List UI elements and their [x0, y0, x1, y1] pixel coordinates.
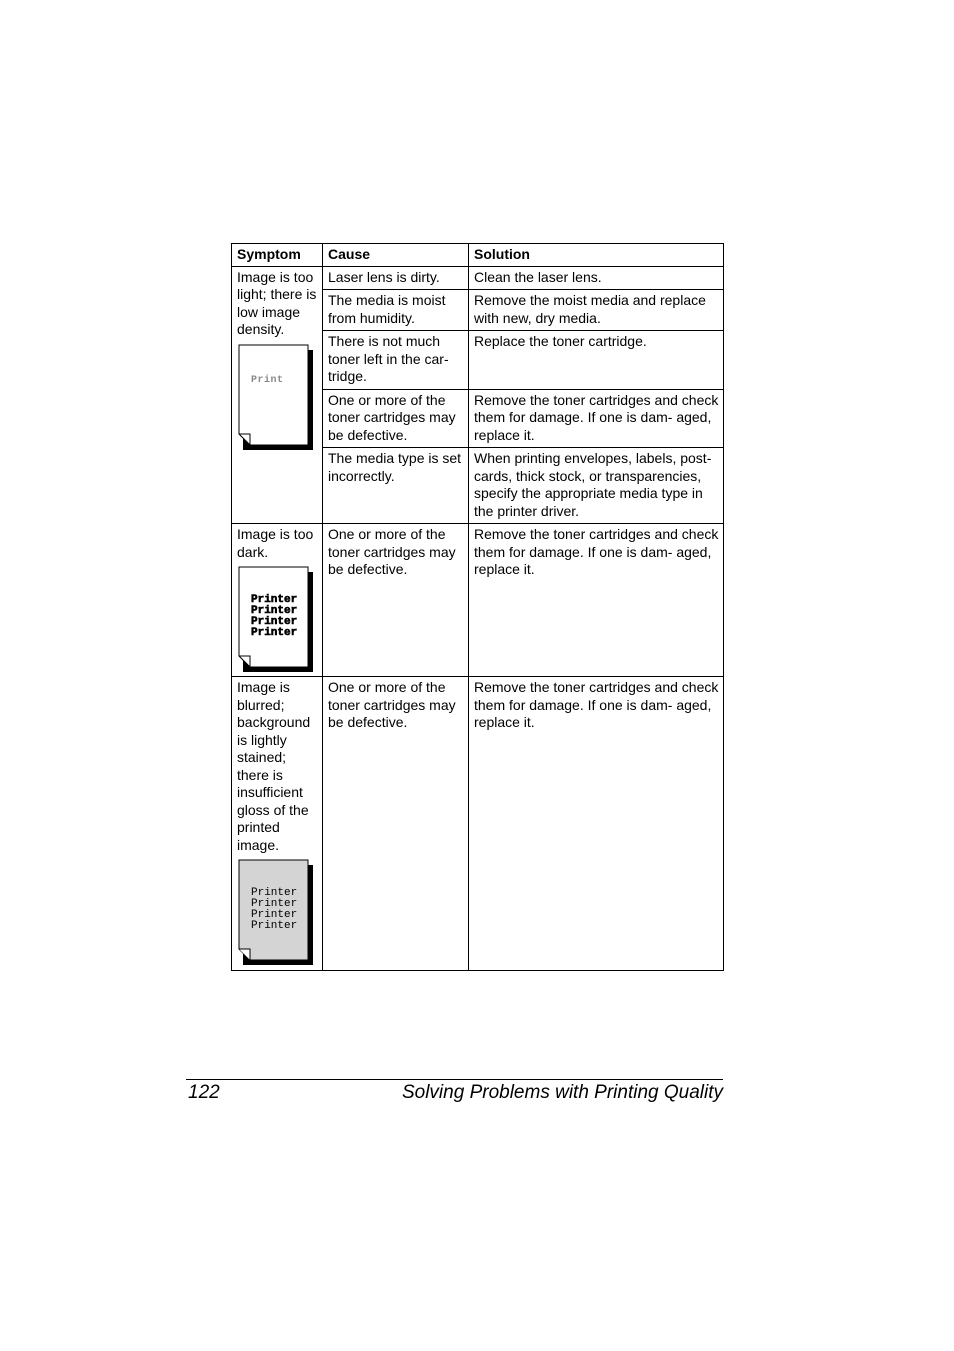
illustration-text: Printer — [251, 920, 298, 932]
illustration-text: Print — [251, 374, 284, 386]
cause-cell: There is not much toner left in the car- tridge. — [323, 331, 469, 390]
symptom-text: Image is too dark. — [237, 526, 314, 560]
illustration-text: Printer — [251, 605, 298, 617]
solution-cell: Remove the toner cartridges and check them for damage. If one is dam- aged, replace it. — [469, 524, 724, 677]
solution-cell: Clean the laser lens. — [469, 266, 724, 290]
illustration-text: Printer — [251, 887, 298, 899]
page-number: 122 — [188, 1082, 220, 1103]
blurred-print-page-icon — [237, 859, 313, 965]
symptom-text: Image is too light; there is low image density. — [237, 268, 317, 337]
cause-cell: Laser lens is dirty. — [323, 266, 469, 290]
light-print-page-icon — [237, 344, 313, 450]
illustration-text: Printer — [251, 898, 298, 910]
header-symptom: Symptom — [232, 244, 323, 267]
solution-cell: When printing envelopes, labels, post- cards, thick stock, or transparencies, specify the appropriate media type in the printer driver. — [469, 448, 724, 524]
illustration-text: Printer — [251, 594, 298, 606]
running-footer-title: Solving Problems with Printing Quality — [401, 1082, 723, 1103]
illustration-text: Printer — [251, 909, 298, 921]
table-row — [232, 524, 724, 677]
cause-cell: One or more of the toner cartridges may be defective. — [323, 524, 469, 677]
header-solution: Solution — [469, 244, 724, 267]
illustration-text: Printer — [251, 627, 298, 639]
table-header-row — [232, 244, 724, 267]
solution-cell: Remove the toner cartridges and check them for damage. If one is dam- aged, replace it. — [469, 677, 724, 971]
cause-cell: One or more of the toner cartridges may be defective. — [323, 389, 469, 448]
solution-cell: Replace the toner cartridge. — [469, 331, 724, 390]
symptom-cell — [232, 266, 323, 524]
illustration-text: Printer — [251, 616, 298, 628]
dark-print-page-icon — [237, 566, 313, 672]
symptom-text: Image is blurred; background is lightly stained; there is insufficient gloss of the printed image. — [237, 679, 311, 853]
solution-cell: Remove the moist media and replace with new, dry media. — [469, 290, 724, 331]
cause-cell: The media is moist from humidity. — [323, 290, 469, 331]
cause-cell: One or more of the toner cartridges may be defective. — [323, 677, 469, 971]
header-cause: Cause — [323, 244, 469, 267]
table-row — [232, 266, 724, 290]
troubleshooting-table — [231, 243, 724, 971]
symptom-cell — [232, 524, 323, 677]
cause-cell: The media type is set incorrectly. — [323, 448, 469, 524]
table-row — [232, 677, 724, 971]
symptom-cell — [232, 677, 323, 971]
solution-cell: Remove the toner cartridges and check them for damage. If one is dam- aged, replace it. — [469, 389, 724, 448]
footer-divider — [186, 1079, 723, 1080]
